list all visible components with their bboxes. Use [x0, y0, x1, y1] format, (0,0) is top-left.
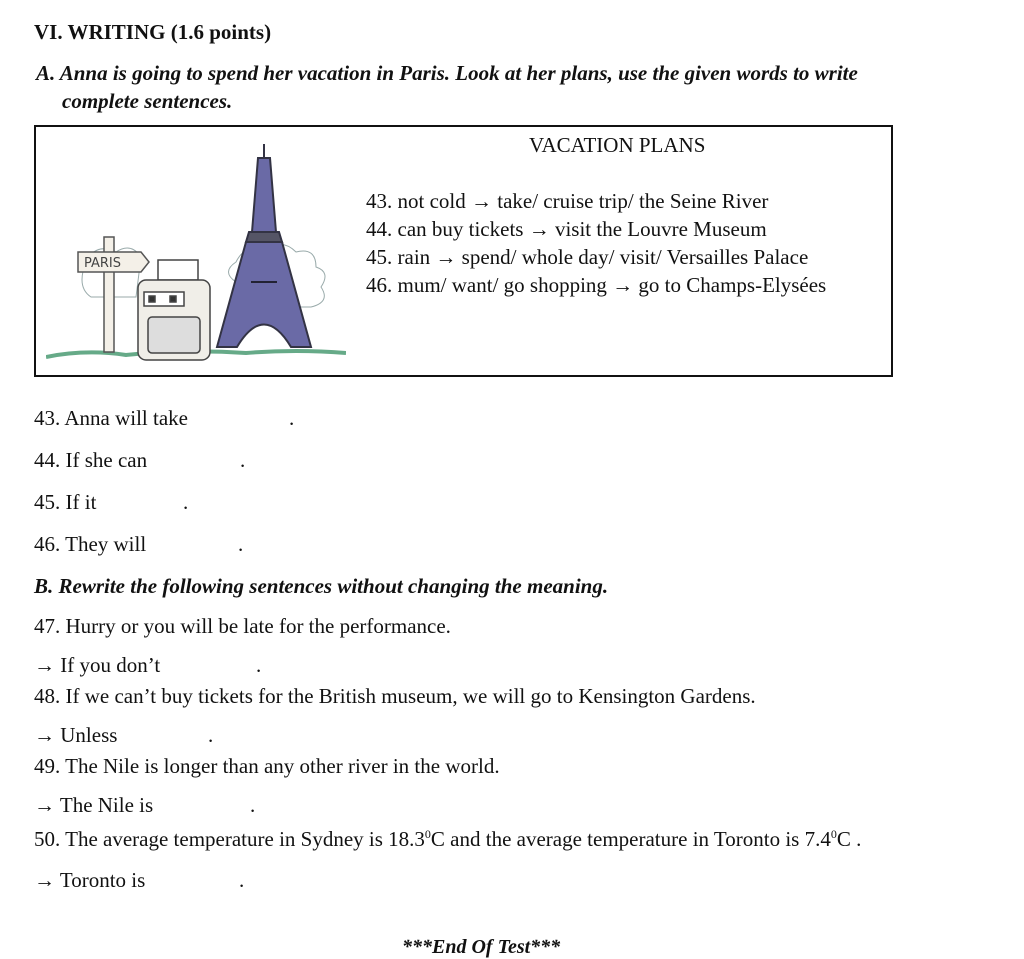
answer-48-end: .	[208, 723, 214, 747]
prompt-45: 45. If it	[34, 490, 97, 514]
prompt-44-end: .	[240, 448, 246, 472]
suitcase-icon	[138, 260, 210, 360]
plan-46: 46. mum/ want/ go shopping → go to Champs-Elysées	[366, 273, 827, 297]
part-a-instruction-line2: complete sentences.	[62, 89, 233, 113]
prompt-43: 43. Anna will take	[34, 406, 188, 430]
answer-49-end: .	[250, 793, 256, 817]
prompt-46: 46. They will	[34, 532, 147, 556]
answer-47-end: .	[256, 653, 262, 677]
prompt-43-end: .	[289, 406, 295, 430]
section-title: VI. WRITING (1.6 points)	[34, 20, 272, 44]
question-48: 48. If we can’t buy tickets for the British museum, we will go to Kensington Gardens.	[34, 684, 756, 708]
vacation-plans-box	[34, 125, 893, 377]
part-b-instruction: B. Rewrite the following sentences without changing the meaning.	[34, 574, 609, 598]
plan-43: 43. not cold → take/ cruise trip/ the Seine River	[366, 189, 769, 213]
footer-end-of-test: ***End Of Test***	[402, 936, 561, 958]
sign-text: PARIS	[84, 256, 122, 271]
plan-44: 44. can buy tickets → visit the Louvre Museum	[366, 217, 767, 241]
plan-45: 45. rain → spend/ whole day/ visit/ Versailles Palace	[366, 245, 809, 269]
answer-47: → If you don’t	[34, 653, 161, 677]
answer-49: → The Nile is	[34, 793, 154, 817]
eiffel-tower-icon	[217, 144, 311, 347]
answer-48: → Unless	[34, 723, 118, 747]
question-50: 50. The average temperature in Sydney is 18.3$^0$C and the average temperature in Toronto is $7.4^0C$ .	[34, 827, 862, 851]
prompt-45-end: .	[183, 490, 189, 514]
question-47: 47. Hurry or you will be late for the performance.	[34, 614, 451, 638]
question-49: 49. The Nile is longer than any other river in the world.	[34, 754, 500, 778]
part-a-instruction-line1: A. Anna is going to spend her vacation in Paris. Look at her plans, use the given words to write	[36, 61, 858, 85]
answer-50: → Toronto is	[34, 868, 146, 892]
paris-illustration	[46, 142, 346, 372]
prompt-46-end: .	[238, 532, 244, 556]
vacation-plans-title: VACATION PLANS	[529, 133, 706, 157]
answer-50-end: .	[239, 868, 245, 892]
prompt-44: 44. If she can	[34, 448, 148, 472]
